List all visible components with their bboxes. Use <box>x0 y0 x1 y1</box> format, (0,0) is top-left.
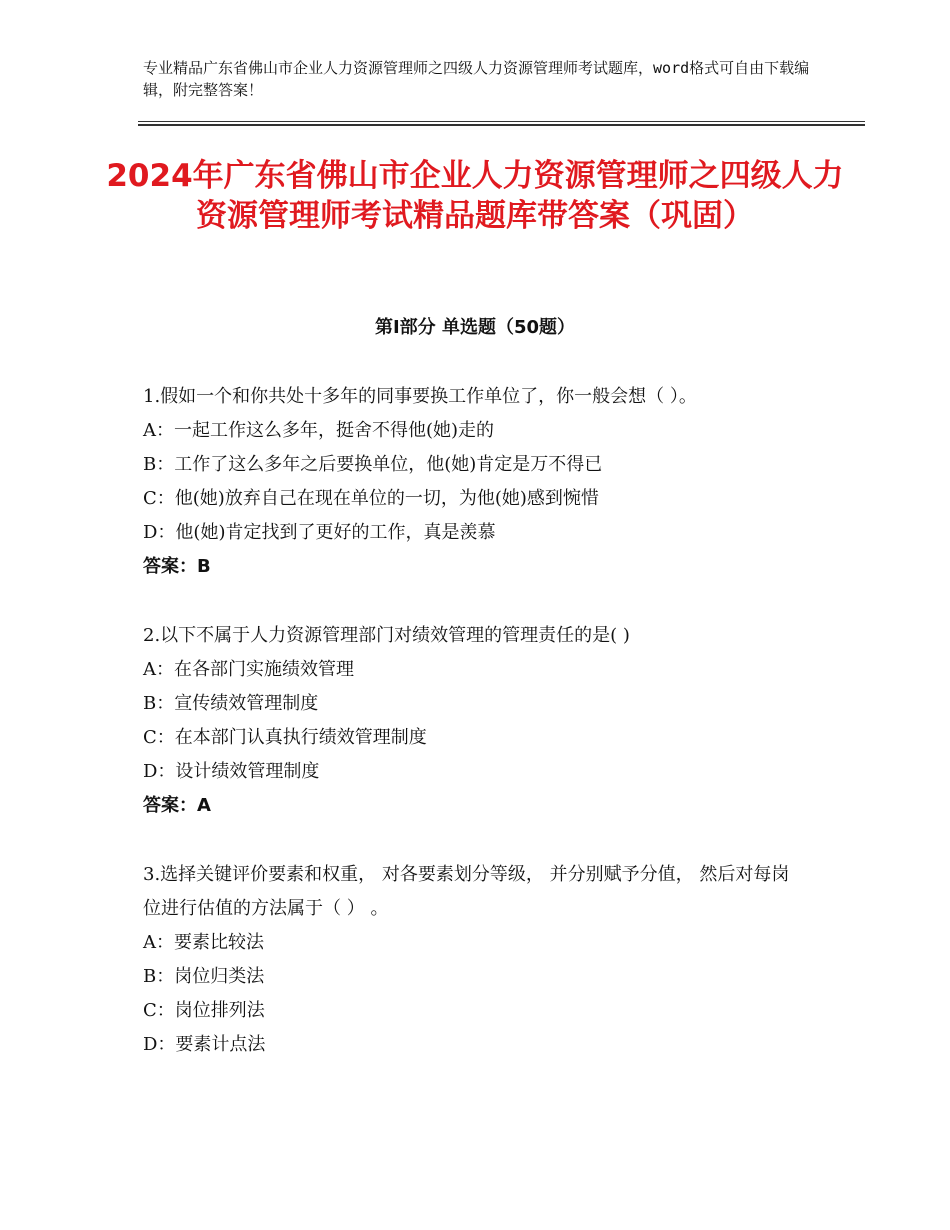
question-text: 2.以下不属于人力资源管理部门对绩效管理的管理责任的是( ) <box>143 625 630 646</box>
option-d: D：他(她)肯定找到了更好的工作，真是羡慕 <box>143 522 496 543</box>
question-3 <box>143 858 793 1062</box>
option-b: B：工作了这么多年之后要换单位，他(她)肯定是万不得已 <box>143 454 603 475</box>
option-a: A：要素比较法 <box>143 932 264 953</box>
document-title: 2024年广东省佛山市企业人力资源管理师之四级人力资源管理师考试精品题库带答案（巩固） <box>106 158 844 234</box>
header-divider <box>138 121 865 122</box>
answer: 答案：B <box>143 556 211 577</box>
answer: 答案：A <box>143 795 211 816</box>
option-a: A：在各部门实施绩效管理 <box>143 659 354 680</box>
header-note: 专业精品广东省佛山市企业人力资源管理师之四级人力资源管理师考试题库，word格式可自由下载编辑，附完整答案！ <box>143 59 810 99</box>
header-divider-thick <box>138 124 865 126</box>
option-d: D：设计绩效管理制度 <box>143 761 320 782</box>
question-list <box>143 380 793 1097</box>
option-c: C：在本部门认真执行绩效管理制度 <box>143 727 427 748</box>
option-c: C：岗位排列法 <box>143 1000 265 1021</box>
question-text: 1.假如一个和你共处十多年的同事要换工作单位了，你一般会想（ ）。 <box>143 386 697 407</box>
question-1 <box>143 380 793 584</box>
option-c: C：他(她)放弃自己在现在单位的一切，为他(她)感到惋惜 <box>143 488 599 509</box>
section-title: 第Ⅰ部分 单选题（50题） <box>374 317 575 338</box>
option-b: B：宣传绩效管理制度 <box>143 693 319 714</box>
option-d: D：要素计点法 <box>143 1034 266 1055</box>
option-a: A：一起工作这么多年，挺舍不得他(她)走的 <box>143 420 495 441</box>
question-text: 3.选择关键评价要素和权重， 对各要素划分等级， 并分别赋予分值， 然后对每岗位进行估值的方法属于（ ） 。 <box>143 864 790 919</box>
option-b: B：岗位归类法 <box>143 966 265 987</box>
question-2 <box>143 619 793 823</box>
